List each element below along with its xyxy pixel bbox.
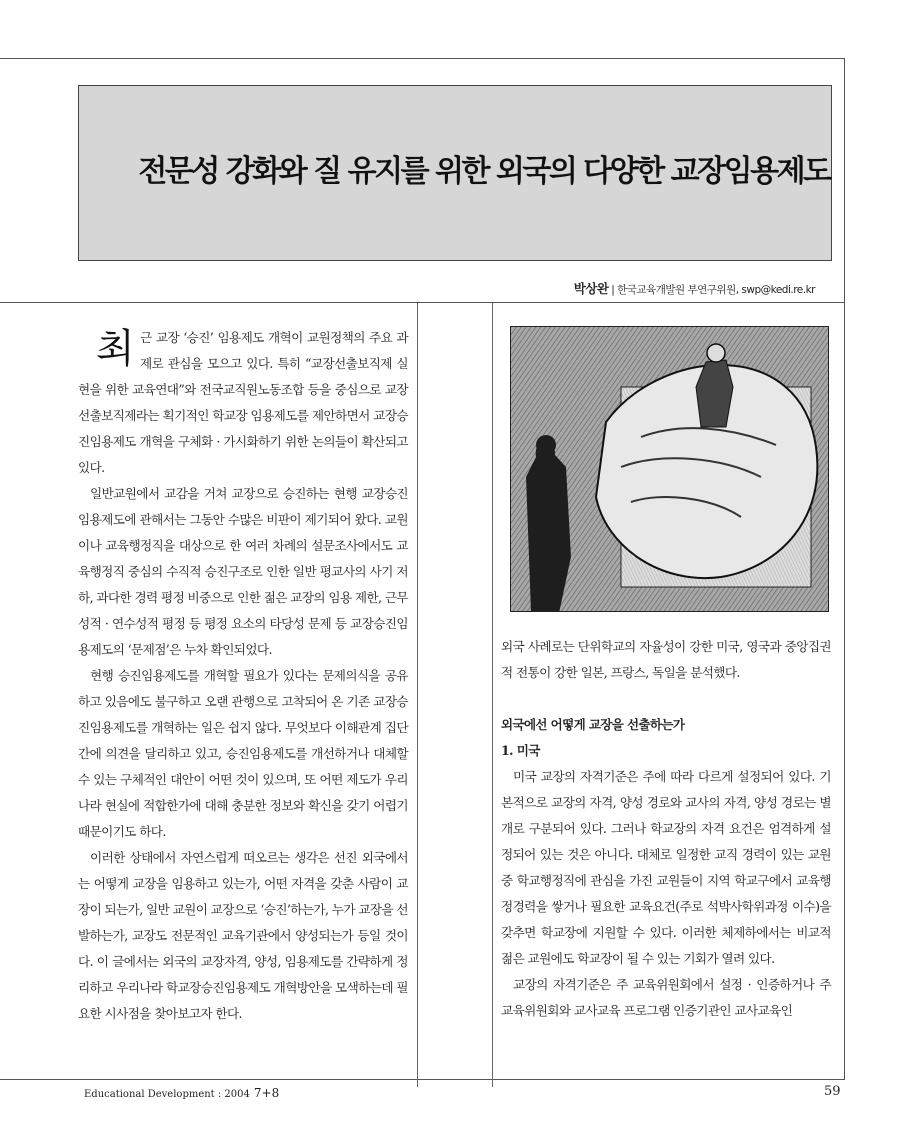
page-number: 59 [824,1084,841,1099]
drop-cap: 최 [96,326,135,372]
paragraph-intro [78,325,408,481]
journal-name: Educational Development : 2004 [84,1089,250,1100]
issue-number: 7+8 [253,1086,280,1100]
footer-journal [84,1086,279,1100]
section-heading: 외국에선 어떻게 교장을 선출하는가 [501,717,685,732]
author-line [574,279,815,297]
author-name: 박상완 [573,281,609,296]
top-rule [0,58,845,59]
fist-illustration [510,326,829,612]
left-column [78,325,408,1027]
paragraph-3: 현행 승진임용제도를 개혁할 필요가 있다는 문제의식을 공유하고 있음에도 불구하고 오랜 관행으로 고착되어 온 기존 교장승진임용제도를 개혁하는 일은 쉽지 않다. 무엇보다 이해관계 집단간에 의견을 달리하고 있고, 승진임용제도를 개선하거나 대체할 수 있는 구체적인 대안이 어떤 것이 있으며, 또 어떤 제도가 우리나라 현실에 적합한가에 대해 충분한 정보와 확신을 갖기 어렵기 때문이기도 하다. [78,668,408,839]
column-divider-left [417,303,418,1087]
header-rule [0,302,845,303]
paragraph-2: 일반교원에서 교감을 거쳐 교장으로 승진하는 현행 교장승진임용제도에 관해서는 그동안 수많은 비판이 제기되어 왔다. 교원이나 교육행정직을 대상으로 한 여러 차례의 설문조사에서도 교육행정직 중심의 수직적 승진구조로 인한 일반 평교사의 사기 저하, 과다한 경력 평정 비중으로 인한 젊은 교장의 임용 제한, 근무성적 · 연수성적 평정 등 평정 요소의 타당성 문제 등 교장승진임용제도의 ‘문제점’은 누차 확인되었다. [78,486,408,657]
subsection-heading: 1. 미국 [501,743,540,758]
bottom-rule [0,1079,845,1080]
paragraph-4: 이러한 상태에서 자연스럽게 떠오르는 생각은 선진 외국에서는 어떻게 교장을 임용하고 있는가, 어떤 자격을 갖춘 사람이 교장이 되는가, 일반 교원이 교장으로 ‘승진’하는가, 누가 교장을 선발하는가, 교장도 전문적인 교육기관에서 양성되는가 등일 것이다. 이 글에서는 외국의 교장자격, 양성, 임용제도를 간략하게 정리하고 우리나라 학교장승진임용제도 개혁방안을 모색하는데 필요한 시사점을 찾아보고자 한다. [78,850,408,1021]
paragraph-right-1: 외국 사례로는 단위학교의 자율성이 강한 미국, 영국과 중앙집권적 전통이 강한 일본, 프랑스, 독일을 분석했다. [501,639,831,680]
right-column [501,634,831,1024]
title-box [78,85,832,261]
article-title: 전문성 강화와 질 유지를 위한 외국의 다양한 교장임용제도 [138,154,830,189]
column-divider-right [492,303,493,1087]
fist-holding-man-icon [511,327,829,612]
author-affiliation: | 한국교육개발원 부연구위원, swp@kedi.re.kr [608,284,815,296]
paragraph-right-3: 교장의 자격기준은 주 교육위원회에서 설정 · 인증하거나 주 교육위원회와 교사교육 프로그램 인증기관인 교사교육인 [501,977,831,1018]
right-rule [844,58,845,1080]
paragraph-right-2: 미국 교장의 자격기준은 주에 따라 다르게 설정되어 있다. 기본적으로 교장의 자격, 양성 경로와 교사의 자격, 양성 경로는 별개로 구분되어 있다. 그러나 학교장의 자격 요건은 엄격하게 설정되어 있는 것은 아니다. 대체로 일정한 교직 경력이 있는 교원중 학교행정직에 관심을 가진 교원들이 지역 학교구에서 교육행정경력을 쌓거나 필요한 교육요건(주로 석박사학위과정 이수)을 갖추면 학교장에 지원할 수 있다. 이러한 체제하에서는 비교적 젊은 교원에도 학교장이 될 수 있는 기회가 열려 있다. [501,769,831,966]
intro-text: 근 교장 ‘승진’ 임용제도 개혁이 교원정책의 주요 과제로 관심을 모으고 있다. 특히 “교장선출보직제 실현을 위한 교육연대”와 전국교직원노동조합 등을 중심으로 교장선출보직제라는 획기적인 학교장 임용제도를 제안하면서 교장승진임용제도 개혁을 구체화 · 가시화하기 위한 논의들이 확산되고 있다. [78,330,408,475]
